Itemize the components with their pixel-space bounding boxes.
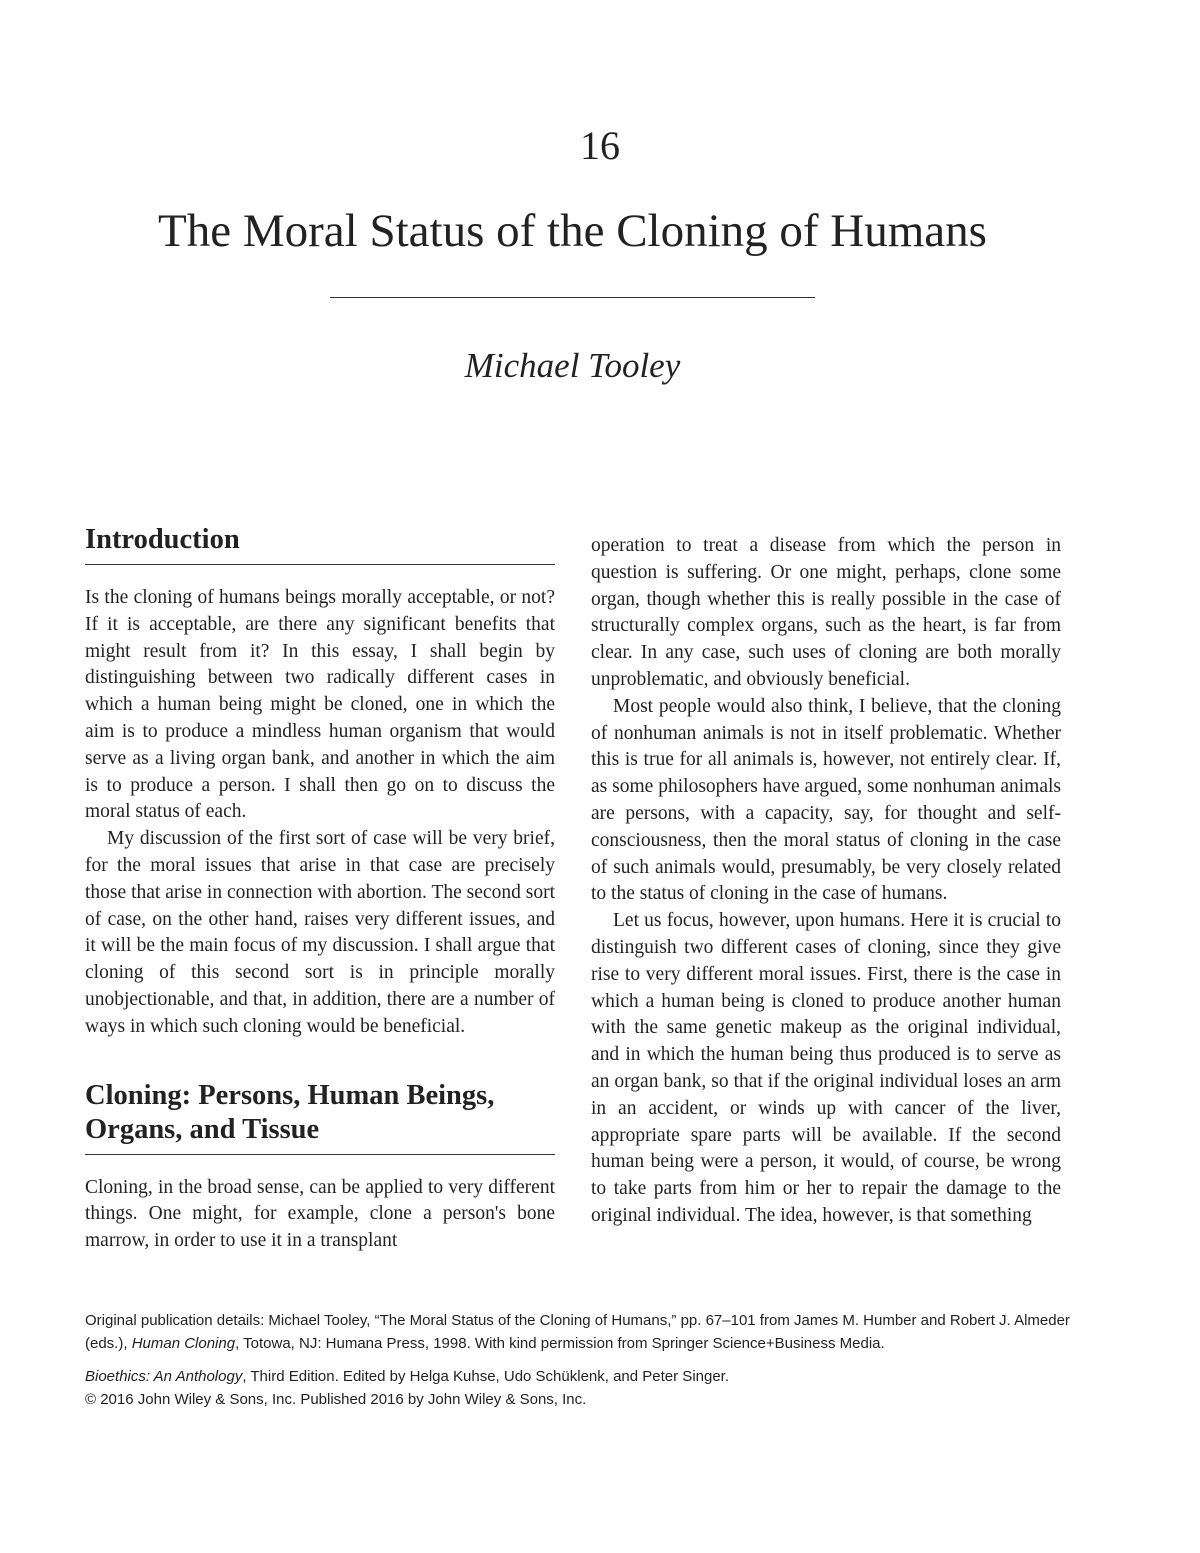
paragraph: operation to treat a disease from which the person in question is suffering. Or one might, perhaps, clone some organ, though whether this is really possible in the case of structurally complex organs, such as the heart, is far from clear. In any case, such uses of cloning are both morally unproblematic, and obviously beneficial. bbox=[591, 535, 1061, 690]
chapter-title: The Moral Status of the Cloning of Humans bbox=[158, 205, 987, 257]
right-column bbox=[591, 533, 1061, 1230]
copyright-line: © 2016 John Wiley & Sons, Inc. Published 2016 by John Wiley & Sons, Inc. bbox=[85, 1391, 587, 1408]
anthology-title-italic: Bioethics: An Anthology bbox=[85, 1368, 243, 1385]
title-divider bbox=[330, 297, 815, 298]
paragraph: My discussion of the first sort of case will be very brief, for the moral issues that arise in that case are precisely those that arise in connection with abortion. The second sort of case, on the other hand, raises very different issues, and it will be the main focus of my discussion. I shall argue that cloning of this second sort is in principle morally unobjectionable, and that, in addition, there are a number of ways in which such cloning would be beneficial. bbox=[85, 828, 555, 1037]
paragraph: Let us focus, however, upon humans. Here it is crucial to distinguish two different cases of cloning, since they give rise to very different moral issues. First, there is the case in which a human being is cloned to produce another human with the same genetic makeup as the original individual, and in which the human being thus produced is to serve as an organ bank, so that if the original individual loses an arm in an accident, or winds up with cancer of the liver, appropriate spare parts will be available. If the second human being were a person, it would, of course, be wrong to take parts from him or her to repair the damage to the original individual. The idea, however, is that something bbox=[591, 910, 1061, 1226]
publication-details bbox=[85, 1309, 1075, 1355]
anthology-details bbox=[85, 1365, 1075, 1388]
publication-text-end: , Totowa, NJ: Humana Press, 1998. With kind permission from Springer Science+Business Media. bbox=[235, 1335, 885, 1352]
anthology-editors: , Third Edition. Edited by Helga Kuhse, Udo Schüklenk, and Peter Singer. bbox=[242, 1368, 730, 1385]
book-title-italic: Human Cloning bbox=[131, 1335, 236, 1352]
publication-text: Original publication details: Michael Tooley, “The Moral Status of the Cloning of Humans,” pp. 67–101 from James M. Humber and Robert J. Almeder (eds.), bbox=[85, 1312, 1070, 1352]
author-name: Michael Tooley bbox=[464, 346, 681, 385]
footnotes bbox=[85, 1309, 1075, 1411]
section-heading-introduction: Introduction bbox=[85, 523, 555, 565]
paragraph: Most people would also think, I believe, that the cloning of nonhuman animals is not in itself problematic. Whether this is true for all animals is, however, not entirely clear. If, as some philosophers have argued, some nonhuman animals are persons, with a capacity, say, for thought and self-consciousness, then the moral status of cloning in the case of such animals would, presumably, be very closely related to the status of cloning in the case of humans. bbox=[591, 695, 1061, 905]
paragraph: Cloning, in the broad sense, can be applied to very different things. One might, for example, clone a person's bone marrow, in order to use it in a transplant bbox=[85, 1176, 555, 1252]
paragraph: Is the cloning of humans beings morally acceptable, or not? If it is acceptable, are there any significant benefits that might result from it? In this essay, I shall begin by distinguishing between two radically different cases in which a human being might be cloned, one in which the aim is to produce a mindless human organism that would serve as a living organ bank, and another in which the aim is to produce a person. I shall then go on to discuss the moral status of each. bbox=[85, 587, 555, 823]
left-column bbox=[85, 523, 555, 1255]
section-heading-cloning: Cloning: Persons, Human Beings, Organs, and Tissue bbox=[85, 1079, 555, 1155]
chapter-number: 16 bbox=[580, 123, 620, 168]
